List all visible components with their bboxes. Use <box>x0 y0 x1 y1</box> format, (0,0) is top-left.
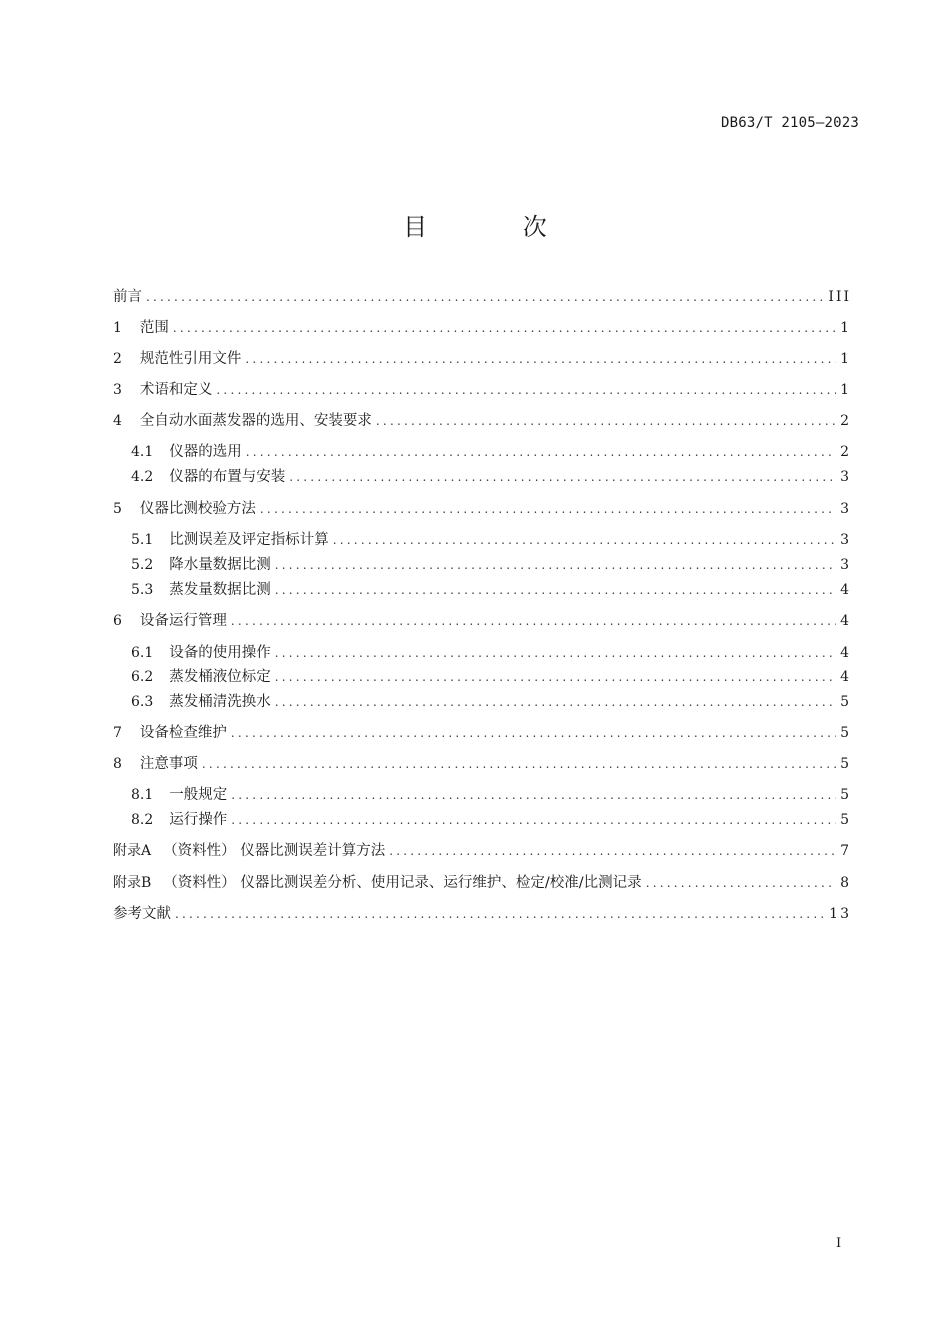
entry-page: 7 <box>840 843 851 859</box>
entry-number: 4 <box>113 413 122 429</box>
entry-page: 5 <box>840 787 851 803</box>
toc-entry-5-1[interactable] <box>113 528 851 552</box>
entry-page: 13 <box>829 906 851 922</box>
dot-leader <box>231 808 836 832</box>
entry-number: 附录A <box>113 843 152 859</box>
entry-label: 一般规定 <box>169 787 228 803</box>
dot-leader <box>216 378 836 402</box>
document-code: DB63/T 2105—2023 <box>720 115 859 131</box>
entry-number: 4.1 <box>131 444 154 460</box>
entry-label: 术语和定义 <box>139 382 213 398</box>
entry-number: 6.2 <box>131 669 154 685</box>
entry-label: 前言 <box>113 289 142 305</box>
toc-entry-1[interactable] <box>113 316 851 340</box>
entry-label: 降水量数据比测 <box>169 557 271 573</box>
entry-label: （资料性） 仪器比测误差分析、使用记录、运行维护、检定/校准/比测记录 <box>163 875 642 891</box>
entry-label: 蒸发量数据比测 <box>169 582 271 598</box>
toc-entry-3[interactable] <box>113 378 851 402</box>
dot-leader <box>175 902 825 926</box>
dot-leader <box>246 440 836 464</box>
entry-page: 4 <box>840 582 851 598</box>
toc-entry-6-2[interactable] <box>113 665 851 689</box>
entry-label: 蒸发桶液位标定 <box>169 669 271 685</box>
entry-number: 6 <box>113 613 122 629</box>
entry-number: 8.2 <box>131 812 154 828</box>
dot-leader <box>389 839 836 863</box>
entry-page: 5 <box>840 725 851 741</box>
dot-leader <box>376 409 836 433</box>
entry-label: 仪器的选用 <box>169 444 242 460</box>
entry-label: 参考文献 <box>113 906 171 922</box>
entry-number: 8.1 <box>131 787 154 803</box>
dot-leader <box>289 465 836 489</box>
entry-label: 规范性引用文件 <box>139 351 242 367</box>
toc-title: 目 次 <box>403 213 591 241</box>
dot-leader <box>202 752 836 776</box>
toc-entry-8-2[interactable] <box>113 808 851 832</box>
entry-page: 3 <box>840 532 851 548</box>
dot-leader <box>260 497 836 521</box>
toc-entry-7[interactable] <box>113 721 851 745</box>
dot-leader <box>173 316 836 340</box>
dot-leader <box>275 690 836 714</box>
dot-leader <box>245 347 836 371</box>
toc-entry-8-1[interactable] <box>113 783 851 807</box>
entry-number: 5.2 <box>131 557 154 573</box>
toc-entry-foreword[interactable] <box>113 285 851 309</box>
entry-page: 3 <box>840 501 851 517</box>
toc-entry-8[interactable] <box>113 752 851 776</box>
entry-label: 设备运行管理 <box>139 613 227 629</box>
entry-number: 6.1 <box>131 645 154 661</box>
toc-entry-2[interactable] <box>113 347 851 371</box>
toc-entry-6-3[interactable] <box>113 690 851 714</box>
dot-leader <box>275 578 836 602</box>
entry-page: 4 <box>840 669 851 685</box>
toc-entry-6[interactable] <box>113 609 851 633</box>
dot-leader <box>275 553 836 577</box>
entry-label: 仪器的布置与安装 <box>169 469 286 485</box>
entry-label: 全自动水面蒸发器的选用、安装要求 <box>139 413 372 429</box>
entry-page: 1 <box>840 320 851 336</box>
entry-label: 设备检查维护 <box>139 725 227 741</box>
entry-number: 附录B <box>113 875 152 891</box>
toc-entry-appendix-a[interactable] <box>113 839 851 863</box>
toc-entry-4[interactable] <box>113 409 851 433</box>
entry-label: 运行操作 <box>169 812 228 828</box>
entry-label: 设备的使用操作 <box>169 645 271 661</box>
entry-number: 5.3 <box>131 582 154 598</box>
dot-leader <box>231 721 836 745</box>
entry-label: 蒸发桶清洗换水 <box>169 694 271 710</box>
entry-page: 5 <box>840 812 851 828</box>
entry-page: 8 <box>840 875 851 891</box>
entry-number: 3 <box>113 382 122 398</box>
dot-leader <box>333 528 836 552</box>
entry-page: 2 <box>840 413 851 429</box>
toc-entry-5-2[interactable] <box>113 553 851 577</box>
dot-leader <box>275 665 836 689</box>
toc-entry-6-1[interactable] <box>113 641 851 665</box>
entry-page: 3 <box>840 469 851 485</box>
toc-entry-5-3[interactable] <box>113 578 851 602</box>
entry-page: 1 <box>840 351 851 367</box>
dot-leader <box>231 609 836 633</box>
toc-entry-references[interactable] <box>113 902 851 926</box>
entry-label: 范围 <box>139 320 169 336</box>
toc-entry-4-2[interactable] <box>113 465 851 489</box>
dot-leader <box>646 871 836 895</box>
entry-number: 5.1 <box>131 532 154 548</box>
entry-page: 5 <box>840 756 851 772</box>
entry-page: 5 <box>840 694 851 710</box>
entry-label: 仪器比测校验方法 <box>139 501 256 517</box>
dot-leader <box>275 641 836 665</box>
dot-leader <box>231 783 836 807</box>
entry-page: 4 <box>840 645 851 661</box>
toc-entry-appendix-b[interactable] <box>113 871 851 895</box>
dot-leader <box>146 285 824 309</box>
entry-number: 7 <box>113 725 122 741</box>
entry-label: 比测误差及评定指标计算 <box>169 532 329 548</box>
entry-page: 3 <box>840 557 851 573</box>
entry-number: 1 <box>113 320 122 336</box>
entry-page: 2 <box>840 444 851 460</box>
entry-label: （资料性） 仪器比测误差计算方法 <box>163 843 386 859</box>
entry-number: 6.3 <box>131 694 154 710</box>
entry-number: 4.2 <box>131 469 154 485</box>
toc-entry-4-1[interactable] <box>113 440 851 464</box>
entry-page: 1 <box>840 382 851 398</box>
page-number: I <box>836 1236 842 1251</box>
entry-number: 8 <box>113 756 122 772</box>
entry-number: 2 <box>113 351 122 367</box>
entry-page: 4 <box>840 613 851 629</box>
entry-number: 5 <box>113 501 122 517</box>
entry-page: III <box>828 289 851 305</box>
entry-label: 注意事项 <box>139 756 198 772</box>
toc-entry-5[interactable] <box>113 497 851 521</box>
